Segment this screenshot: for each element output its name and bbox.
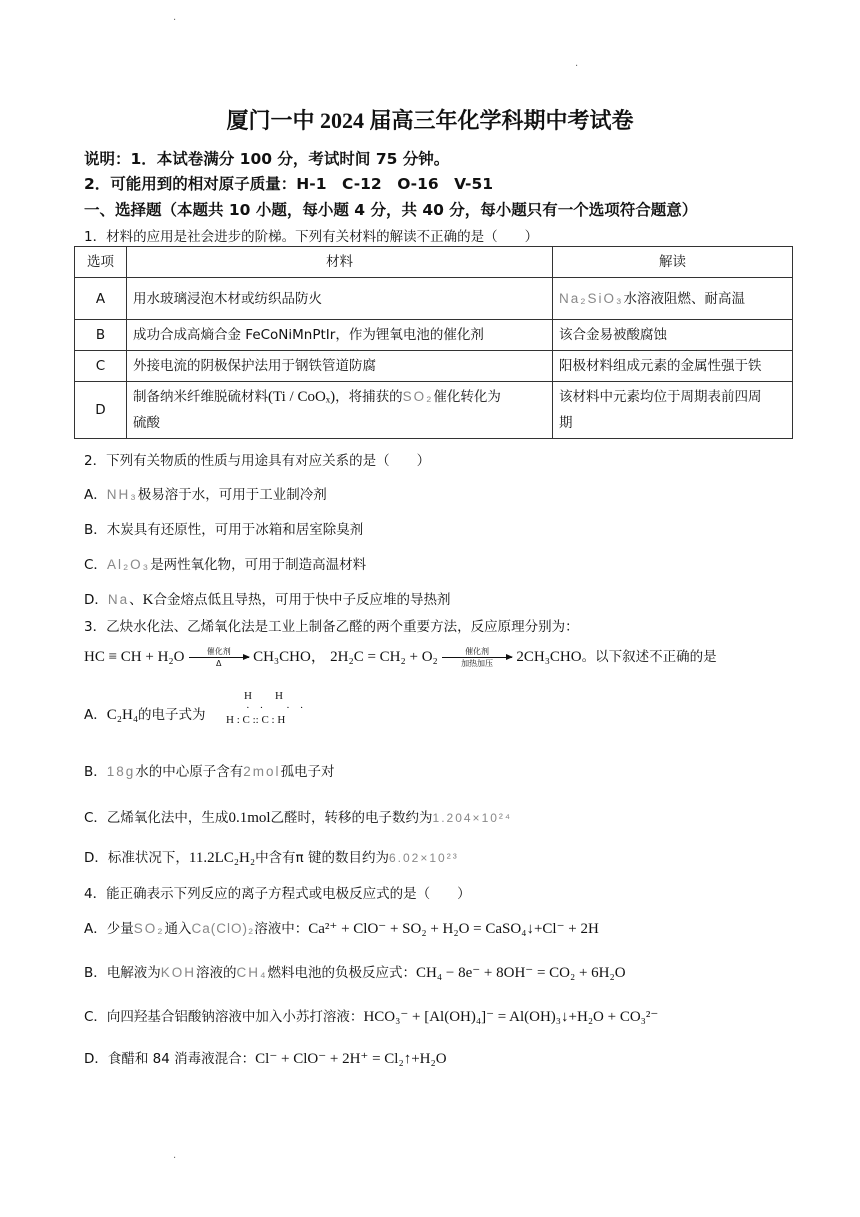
stem-text: 。以下叙述不正确的是 bbox=[581, 649, 717, 665]
reaction-arrow bbox=[442, 647, 512, 668]
exam-note-2: 2．可能用到的相对原子质量：H-1 C-12 O-16 V-51 bbox=[84, 175, 494, 193]
option-text: 合金熔点低且导热，可用于快中子反应堆的导热剂 bbox=[153, 592, 451, 608]
formula: 6.02×10²³ bbox=[388, 851, 459, 865]
q2-stem: 2．下列有关物质的性质与用途具有对应关系的是（ ） bbox=[84, 453, 431, 469]
option-text: 的电子式为 bbox=[138, 707, 206, 723]
formula: 11.2LC₂H₂ bbox=[188, 850, 256, 866]
q4-option-b bbox=[84, 961, 626, 982]
q3-option-c bbox=[84, 806, 512, 827]
option-text: A．少量 bbox=[84, 921, 134, 937]
option-text: 孤电子对 bbox=[280, 764, 335, 780]
option-cell: C bbox=[75, 351, 127, 382]
interp-text: 水溶液阻燃、耐高温 bbox=[623, 290, 745, 307]
interp-cell: 该合金易被酸腐蚀 bbox=[553, 320, 793, 351]
q1-stem: 1．材料的应用是社会进步的阶梯。下列有关材料的解读不正确的是（ ） bbox=[84, 229, 539, 245]
formula: 2mol bbox=[243, 764, 281, 779]
option-text: 是两性氧化物，可用于制造高温材料 bbox=[150, 557, 367, 573]
table-row bbox=[75, 320, 793, 351]
q4-option-a bbox=[84, 917, 599, 938]
formula: KOH bbox=[160, 965, 197, 980]
exam-title: 厦门一中 2024 届高三年化学科期中考试卷 bbox=[226, 108, 634, 133]
option-text: 燃料电池的负极反应式： bbox=[267, 965, 417, 981]
q1-table bbox=[74, 246, 793, 439]
q2-option-c: C．Al₂O₃是两性氧化物，可用于制造高温材料 bbox=[84, 557, 367, 573]
formula: C₂H₄ bbox=[106, 707, 139, 723]
equation: HC ≡ CH + H₂O bbox=[84, 649, 185, 665]
formula: K bbox=[142, 592, 154, 608]
option-cell: A bbox=[75, 278, 127, 320]
q2-option-b: B．木炭具有还原性，可用于冰箱和居室除臭剂 bbox=[84, 522, 364, 538]
arrow-condition: 催化剂 bbox=[206, 646, 231, 656]
formula: Ca(ClO)₂ bbox=[191, 921, 255, 936]
table-header: 材料 bbox=[127, 247, 553, 278]
formula: Na bbox=[107, 592, 130, 607]
material-cell: 外接电流的阴极保护法用于钢铁管道防腐 bbox=[127, 351, 553, 382]
reaction-arrow bbox=[189, 647, 249, 668]
formula: 18g bbox=[106, 764, 136, 779]
table-row bbox=[75, 382, 793, 439]
formula: SO₂ bbox=[133, 921, 165, 936]
equation: CH₃CHO， bbox=[253, 649, 326, 665]
equation: CH₄ − 8e⁻ + 8OH⁻ = CO₂ + 6H₂O bbox=[416, 965, 626, 981]
material-text: 硫酸 bbox=[133, 415, 160, 431]
equation: 2CH₃CHO bbox=[516, 649, 582, 665]
section-heading: 一、选择题（本题共 10 小题，每小题 4 分，共 40 分，每小题只有一个选项符合题意） bbox=[84, 201, 698, 219]
interp-cell: 阳极材料组成元素的金属性强于铁 bbox=[553, 351, 793, 382]
lewis-row: H H bbox=[244, 690, 289, 702]
q2-option-a: A．NH₃极易溶于水，可用于工业制冷剂 bbox=[84, 487, 327, 503]
formula: Al₂O₃ bbox=[106, 557, 151, 572]
option-text: 水的中心原子含有 bbox=[135, 764, 244, 780]
table-header: 解读 bbox=[553, 247, 793, 278]
interp-cell bbox=[553, 382, 793, 439]
equation: 2H₂C = CH₂ + O₂ bbox=[330, 649, 438, 665]
formula: (Ti / CoOₓ) bbox=[268, 389, 336, 405]
q3-option-a bbox=[84, 703, 206, 724]
q4-option-c bbox=[84, 1005, 658, 1026]
q4-stem: 4．能正确表示下列反应的离子方程式或电极反应式的是（ ） bbox=[84, 886, 471, 902]
scan-mark: . bbox=[575, 58, 579, 69]
option-text: 、 bbox=[129, 592, 143, 608]
material-text: ，将捕获的 bbox=[335, 389, 403, 405]
interp-text: 期 bbox=[559, 415, 573, 431]
material-cell: 用水玻璃浸泡木材或纺织品防火 bbox=[127, 278, 553, 320]
q2-option-d: D．Na、K合金熔点低且导热，可用于快中子反应堆的导热剂 bbox=[84, 592, 451, 608]
material-cell: 成功合成高熵合金 FeCoNiMnPtIr，作为锂氧电池的催化剂 bbox=[127, 320, 553, 351]
option-text: D．食醋和 84 消毒液混合： bbox=[84, 1051, 256, 1067]
formula: NH₃ bbox=[106, 487, 138, 502]
formula: SO₂ bbox=[402, 389, 434, 404]
arrow-condition: 加热加压 bbox=[461, 658, 494, 668]
equation: Cl⁻ + ClO⁻ + 2H⁺ = Cl₂↑+H₂O bbox=[255, 1051, 447, 1067]
table-row bbox=[75, 351, 793, 382]
option-text: B．电解液为 bbox=[84, 965, 161, 981]
option-label: B． bbox=[84, 764, 107, 780]
option-label: A． bbox=[84, 707, 107, 723]
q3-stem: 3．乙炔水化法、乙烯氧化法是工业上制备乙醛的两个重要方法，反应原理分别为： bbox=[84, 619, 579, 635]
interp-cell bbox=[553, 278, 793, 320]
q3-option-b bbox=[84, 760, 335, 780]
material-cell bbox=[127, 382, 553, 439]
lewis-structure: H H ·· ·· H : C :: C : H bbox=[226, 690, 314, 726]
option-text: 溶液中： bbox=[254, 921, 309, 937]
option-text: 极易溶于水，可用于工业制冷剂 bbox=[137, 487, 327, 503]
option-text: 乙醛时，转移的电子数约为 bbox=[270, 810, 433, 826]
scan-mark: . bbox=[173, 12, 177, 23]
option-text: C．向四羟基合铝酸钠溶液中加入小苏打溶液： bbox=[84, 1009, 364, 1025]
interp-text: 该材料中元素均位于周期表前四周 bbox=[559, 389, 762, 405]
option-text: D．标准状况下， bbox=[84, 850, 189, 866]
option-text: 溶液的 bbox=[196, 965, 237, 981]
arrow-condition: 催化剂 bbox=[465, 646, 490, 656]
equation: Ca²⁺ + ClO⁻ + SO₂ + H₂O = CaSO₄↓+Cl⁻ + 2H bbox=[308, 921, 599, 937]
option-text: 中含有π 键的数目约为 bbox=[255, 850, 389, 866]
arrow-condition: Δ bbox=[216, 658, 222, 668]
table-row bbox=[75, 278, 793, 320]
formula: Na₂SiO₃ bbox=[559, 290, 624, 306]
option-cell: B bbox=[75, 320, 127, 351]
q4-option-d bbox=[84, 1047, 447, 1068]
option-cell: D bbox=[75, 382, 127, 439]
exam-note-1: 说明：1．本试卷满分 100 分，考试时间 75 分钟。 bbox=[84, 150, 450, 168]
option-text: 通入 bbox=[164, 921, 192, 937]
equation: HCO₃⁻ + [Al(OH)₄]⁻ = Al(OH)₃↓+H₂O + CO₃²⁻ bbox=[363, 1009, 659, 1025]
q3-option-d bbox=[84, 846, 459, 867]
formula: CH₄ bbox=[236, 965, 268, 980]
material-text: 制备纳米纤维脱硫材料 bbox=[133, 389, 268, 405]
formula: 1.204×10²⁴ bbox=[432, 811, 513, 825]
material-text: 催化转化为 bbox=[433, 389, 501, 405]
table-header: 选项 bbox=[75, 247, 127, 278]
option-text: C．乙烯氧化法中，生成 bbox=[84, 810, 229, 826]
scan-mark: . bbox=[173, 1150, 177, 1161]
q3-equations bbox=[84, 645, 717, 668]
lewis-row: H : C :: C : H bbox=[226, 714, 286, 726]
table-header-row bbox=[75, 247, 793, 278]
formula: 0.1mol bbox=[228, 810, 271, 826]
